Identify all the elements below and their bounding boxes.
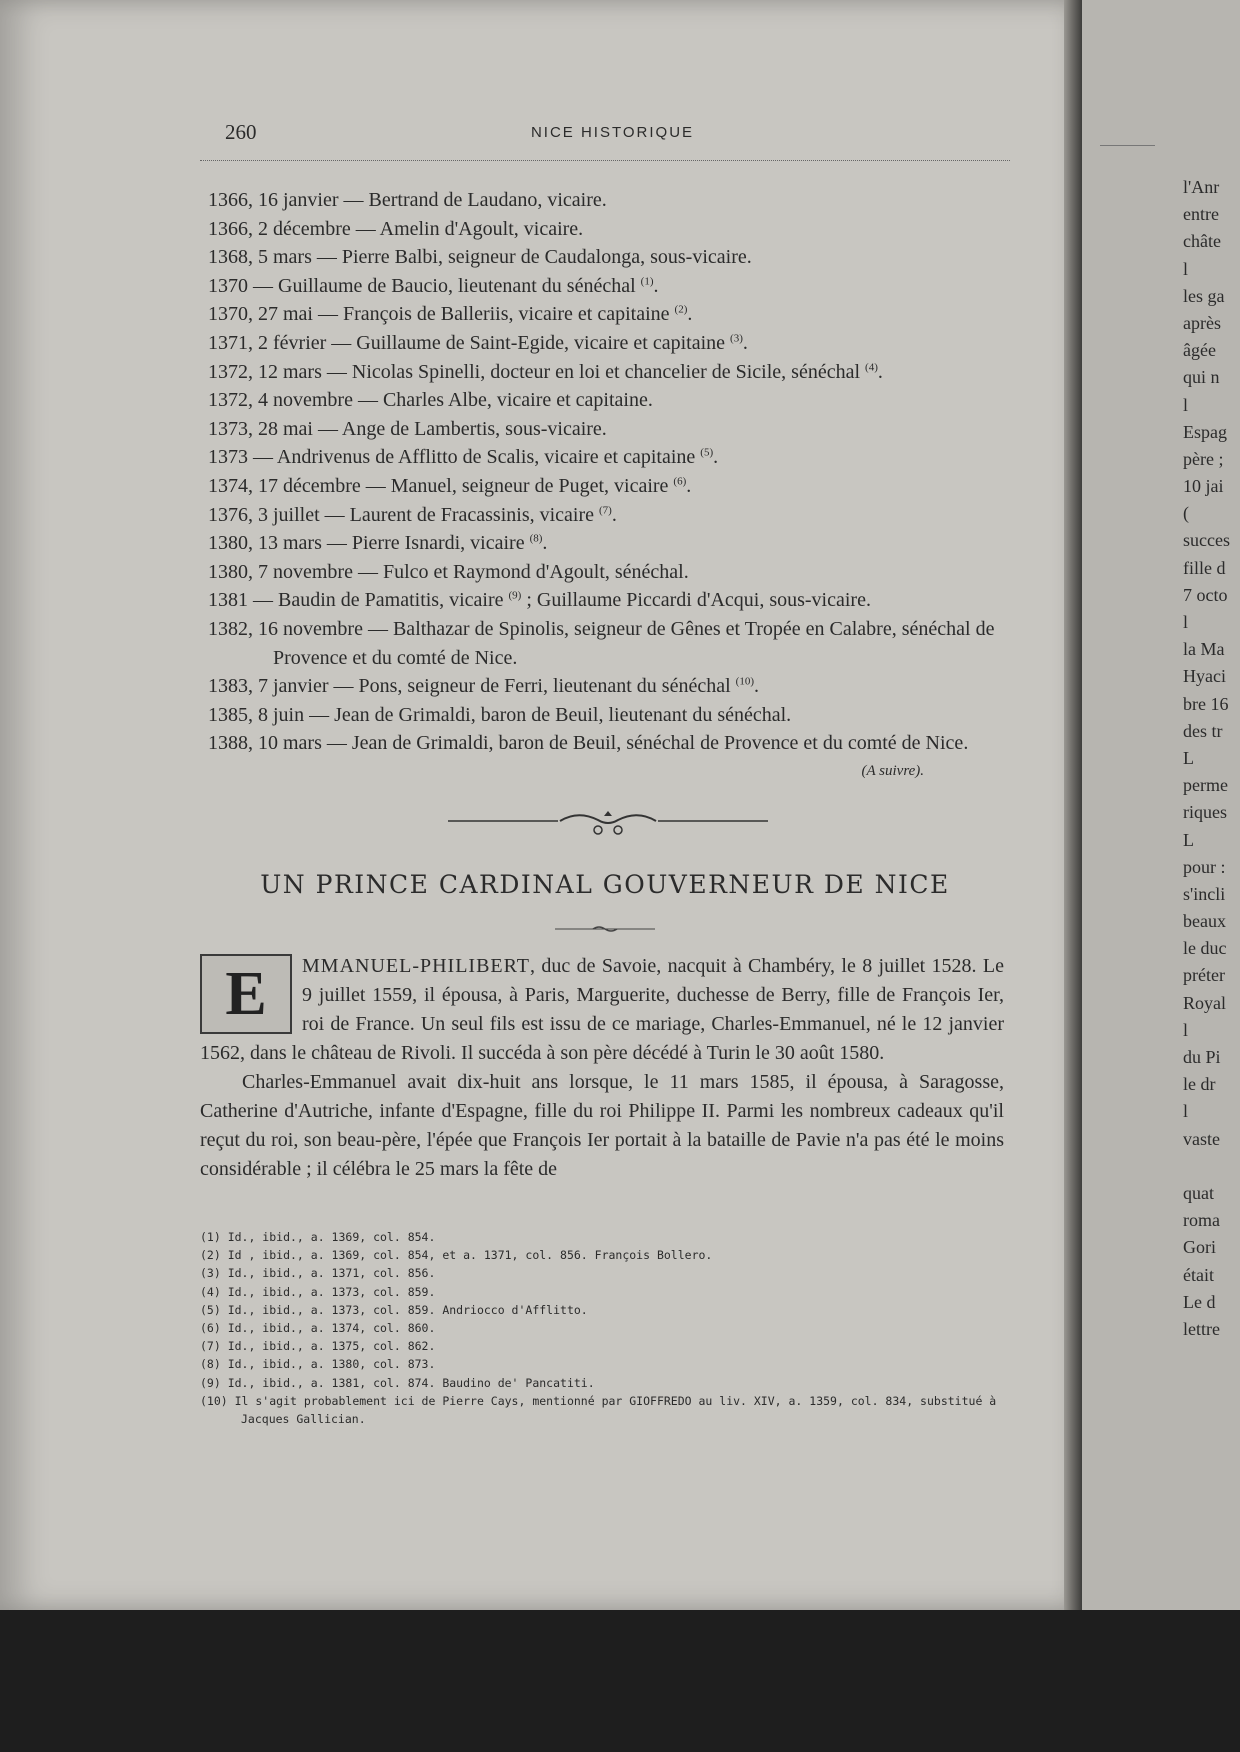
entry-text: 1370, 27 mai — François de Balleriis, vicaire et capitaine <box>208 303 670 326</box>
right-page-line: Gori <box>1183 1237 1216 1258</box>
right-page-line: quat <box>1183 1182 1214 1203</box>
chronology-entry <box>208 558 1008 587</box>
entry-text: 1376, 3 juillet — Laurent de Fracassinis, vicaire <box>208 503 595 526</box>
entry-text: 1368, 5 mars — Pierre Balbi, seigneur de Caudalonga, sous-vicaire. <box>208 246 752 269</box>
scan-background <box>0 1610 1240 1752</box>
chronology-entry <box>208 386 1008 415</box>
entry-text: 1383, 7 janvier — Pons, seigneur de Ferri, lieutenant du sénéchal <box>208 675 731 698</box>
right-page-text <box>1183 174 1230 1343</box>
paragraph-1 <box>200 952 1004 1068</box>
right-page-line: Royal <box>1183 992 1226 1013</box>
footnote-ref: (3) <box>730 332 743 345</box>
chronology-entry <box>208 329 1008 358</box>
chronology-entry <box>208 501 1008 530</box>
right-page-line: fille d <box>1183 557 1226 578</box>
right-page-rule <box>1100 145 1155 146</box>
right-page-line: entre <box>1183 204 1219 225</box>
entry-text: 1380, 7 novembre — Fulco et Raymond d'Agoult, sénéchal. <box>208 560 689 583</box>
footnote-ref: (1) <box>640 275 654 288</box>
chronology-entry <box>208 529 1008 558</box>
right-page-line: 7 octo <box>1183 584 1228 605</box>
footnotes <box>200 1228 1004 1428</box>
right-page-line: l <box>1183 612 1189 632</box>
right-page-line: était <box>1183 1264 1214 1285</box>
right-page-line: ( <box>1183 503 1189 524</box>
right-page-line: les ga <box>1183 285 1225 306</box>
chronology-entry <box>208 672 1008 701</box>
right-page-line: du Pi <box>1183 1047 1221 1067</box>
entry-text: 1366, 2 décembre — Amelin d'Agoult, vicaire. <box>208 217 584 240</box>
chronology-entry <box>208 300 1008 329</box>
chronology-entry <box>208 415 1008 444</box>
right-page-line: l'Anr <box>1183 177 1220 197</box>
footnote-ref: (9) <box>508 589 522 602</box>
entry-text: 1374, 17 décembre — Manuel, seigneur de Puget, vicaire <box>208 474 669 497</box>
footnote: (2) Id , ibid., a. 1369, col. 854, et a. 1371, col. 856. François Bollero. <box>200 1248 713 1263</box>
title-flourish-icon <box>555 925 655 933</box>
chronology-entry <box>208 443 1008 472</box>
entry-text: 1373, 28 mai — Ange de Lambertis, sous-vicaire. <box>208 417 607 440</box>
entry-ending: . <box>687 303 693 326</box>
ornament-divider-icon <box>448 808 768 838</box>
right-page-line: l <box>1183 258 1189 279</box>
entry-ending: . <box>713 446 719 469</box>
paragraph-2: Charles-Emmanuel avait dix-huit ans lorsque, le 11 mars 1585, il épousa, à Saragosse, Catherine d'Autriche, infante d'Espagne, fille du roi Philippe II. Parmi les nombreux cadeaux qu'il reçut du roi, son beau-père, l'épée que François Ier portait à la bataille de Pavie n'a pas été le moins considérable ; il célébra le 25 mars la fête de <box>200 1071 1004 1180</box>
right-page-line: l <box>1183 1019 1189 1040</box>
chronology-entry <box>208 358 1008 387</box>
chronology-entry <box>208 615 1008 672</box>
footnote-ref: (2) <box>674 303 688 316</box>
entry-ending: ; Guillaume Piccardi d'Acqui, sous-vicaire. <box>521 589 871 612</box>
right-page-line: père ; <box>1183 448 1224 469</box>
article-title: UN PRINCE CARDINAL GOUVERNEUR DE NICE <box>260 870 950 899</box>
entry-text: 1380, 13 mars — Pierre Isnardi, vicaire <box>208 532 525 555</box>
footnote-ref: (6) <box>673 475 687 488</box>
right-page-line: Hyaci <box>1183 666 1226 687</box>
entry-text: 1372, 4 novembre — Charles Albe, vicaire et capitaine. <box>208 389 653 412</box>
right-page-line: la Ma <box>1183 639 1225 660</box>
right-page-line: L <box>1183 747 1194 768</box>
chronology-entry <box>208 186 1008 215</box>
article-body <box>200 952 1004 1184</box>
right-page-line: roma <box>1183 1210 1220 1231</box>
right-page-line: perme <box>1183 775 1228 796</box>
chronology-entry <box>208 215 1008 244</box>
footnote-ref: (5) <box>700 446 714 459</box>
right-page-line: des tr <box>1183 720 1223 741</box>
entry-ending: . <box>611 503 617 526</box>
right-page-line: le dr <box>1183 1074 1216 1095</box>
header-rule <box>200 160 1010 161</box>
entry-text: 1366, 16 janvier — Bertrand de Laudano, vicaire. <box>208 189 607 211</box>
entry-ending: . <box>753 675 759 698</box>
footnote: (10) Il s'agit probablement ici de Pierre Cays, mentionné par GIOFFREDO au liv. XIV, a. 1359, col. 834, substitué à Jacques Gallician. <box>200 1393 997 1427</box>
entry-text: 1371, 2 février — Guillaume de Saint-Egide, vicaire et capitaine <box>208 331 726 354</box>
page-number: 260 <box>225 120 257 144</box>
entry-ending: . <box>686 474 692 497</box>
entry-text: 1370 — Guillaume de Baucio, lieutenant du sénéchal <box>208 274 636 297</box>
right-page-line: bre 16 <box>1183 693 1229 714</box>
entry-ending: . <box>542 532 548 555</box>
right-page-line: préter <box>1183 965 1225 986</box>
entry-ending: . <box>742 331 748 354</box>
right-page-line: âgée <box>1183 340 1216 361</box>
footnote: (7) Id., ibid., a. 1375, col. 862. <box>200 1339 436 1354</box>
right-page-line: beaux <box>1183 911 1226 932</box>
right-page-line: s'incli <box>1183 883 1226 904</box>
book-gutter <box>1064 0 1082 1610</box>
footnote-ref: (10) <box>735 675 754 688</box>
right-page-line: succes <box>1183 530 1230 551</box>
footnote: (3) Id., ibid., a. 1371, col. 856. <box>200 1266 436 1281</box>
chronology-entry <box>208 586 1008 615</box>
footnote-ref: (7) <box>599 503 612 516</box>
right-page-line: Le d <box>1183 1291 1216 1312</box>
entry-text: 1373 — Andrivenus de Afflitto de Scalis, vicaire et capitaine <box>208 446 696 469</box>
right-page-line: riques <box>1183 802 1227 823</box>
footnote: (9) Id., ibid., a. 1381, col. 874. Baudino de' Pancatiti. <box>200 1375 595 1390</box>
chronology-list <box>208 186 1008 782</box>
right-page-line: qui n <box>1183 367 1220 388</box>
footnote: (4) Id., ibid., a. 1373, col. 859. <box>200 1284 436 1299</box>
right-page-line: L <box>1183 829 1194 850</box>
chronology-entry <box>208 729 1008 758</box>
right-page-line: lettre <box>1183 1318 1220 1339</box>
right-page-line: Espag <box>1183 421 1227 442</box>
footnote-ref: (8) <box>529 532 543 545</box>
chronology-entry <box>208 243 1008 272</box>
right-page-line: l <box>1183 394 1189 415</box>
paragraph-1-text: , duc de Savoie, nacquit à Chambéry, le 8 juillet 1528. Le 9 juillet 1559, il épousa, à Paris, Marguerite, duchesse de Berry, fille de François Ier, roi de France. Un seul fils est issu de ce mariage, Charles-Emmanuel, né le 12 janvier 1562, dans le château de Rivoli. Il succéda à son père décédé à Turin le 30 août 1580. <box>200 955 1004 1064</box>
running-head <box>225 120 1000 150</box>
right-page-line: 10 jai <box>1183 476 1224 497</box>
chronology-entry <box>208 701 1008 730</box>
footnote: (8) Id., ibid., a. 1380, col. 873. <box>200 1357 436 1372</box>
entry-text: 1385, 8 juin — Jean de Grimaldi, baron de Beuil, lieutenant du sénéchal. <box>208 703 792 726</box>
entry-text: 1381 — Baudin de Pamatitis, vicaire <box>208 589 504 612</box>
footnote: (6) Id., ibid., a. 1374, col. 860. <box>200 1321 436 1336</box>
lead-in: MMANUEL-PHILIBERT <box>302 955 531 977</box>
right-page-line: après <box>1183 312 1221 333</box>
entry-text: 1382, 16 novembre — Balthazar de Spinolis, seigneur de Gênes et Tropée en Calabre, sénéchal de Provence et du comté de Nice. <box>208 617 995 669</box>
entry-ending: . <box>877 360 883 383</box>
chronology-entry <box>208 272 1008 301</box>
chronology-entry <box>208 472 1008 501</box>
right-page-line <box>1183 1153 1230 1180</box>
footnote: (5) Id., ibid., a. 1373, col. 859. Andriocco d'Afflitto. <box>200 1302 588 1317</box>
entry-text: 1372, 12 mars — Nicolas Spinelli, docteur en loi et chancelier de Sicile, sénéchal <box>208 360 861 383</box>
entry-ending: . <box>653 274 659 297</box>
right-page-line: l <box>1183 1101 1189 1122</box>
right-page-line: châte <box>1183 231 1221 252</box>
right-page-line: vaste <box>1183 1128 1220 1149</box>
a-suivre: (A suivre). <box>861 762 924 779</box>
footnote: (1) Id., ibid., a. 1369, col. 854. <box>200 1230 436 1244</box>
entry-text: 1388, 10 mars — Jean de Grimaldi, baron de Beuil, sénéchal de Provence et du comté de Nice. <box>208 732 969 755</box>
journal-title: NICE HISTORIQUE <box>530 124 695 141</box>
footnote-ref: (4) <box>865 360 878 373</box>
drop-cap: E <box>200 954 292 1034</box>
right-page-line: pour : <box>1183 856 1226 877</box>
right-page-line: le duc <box>1183 938 1227 959</box>
